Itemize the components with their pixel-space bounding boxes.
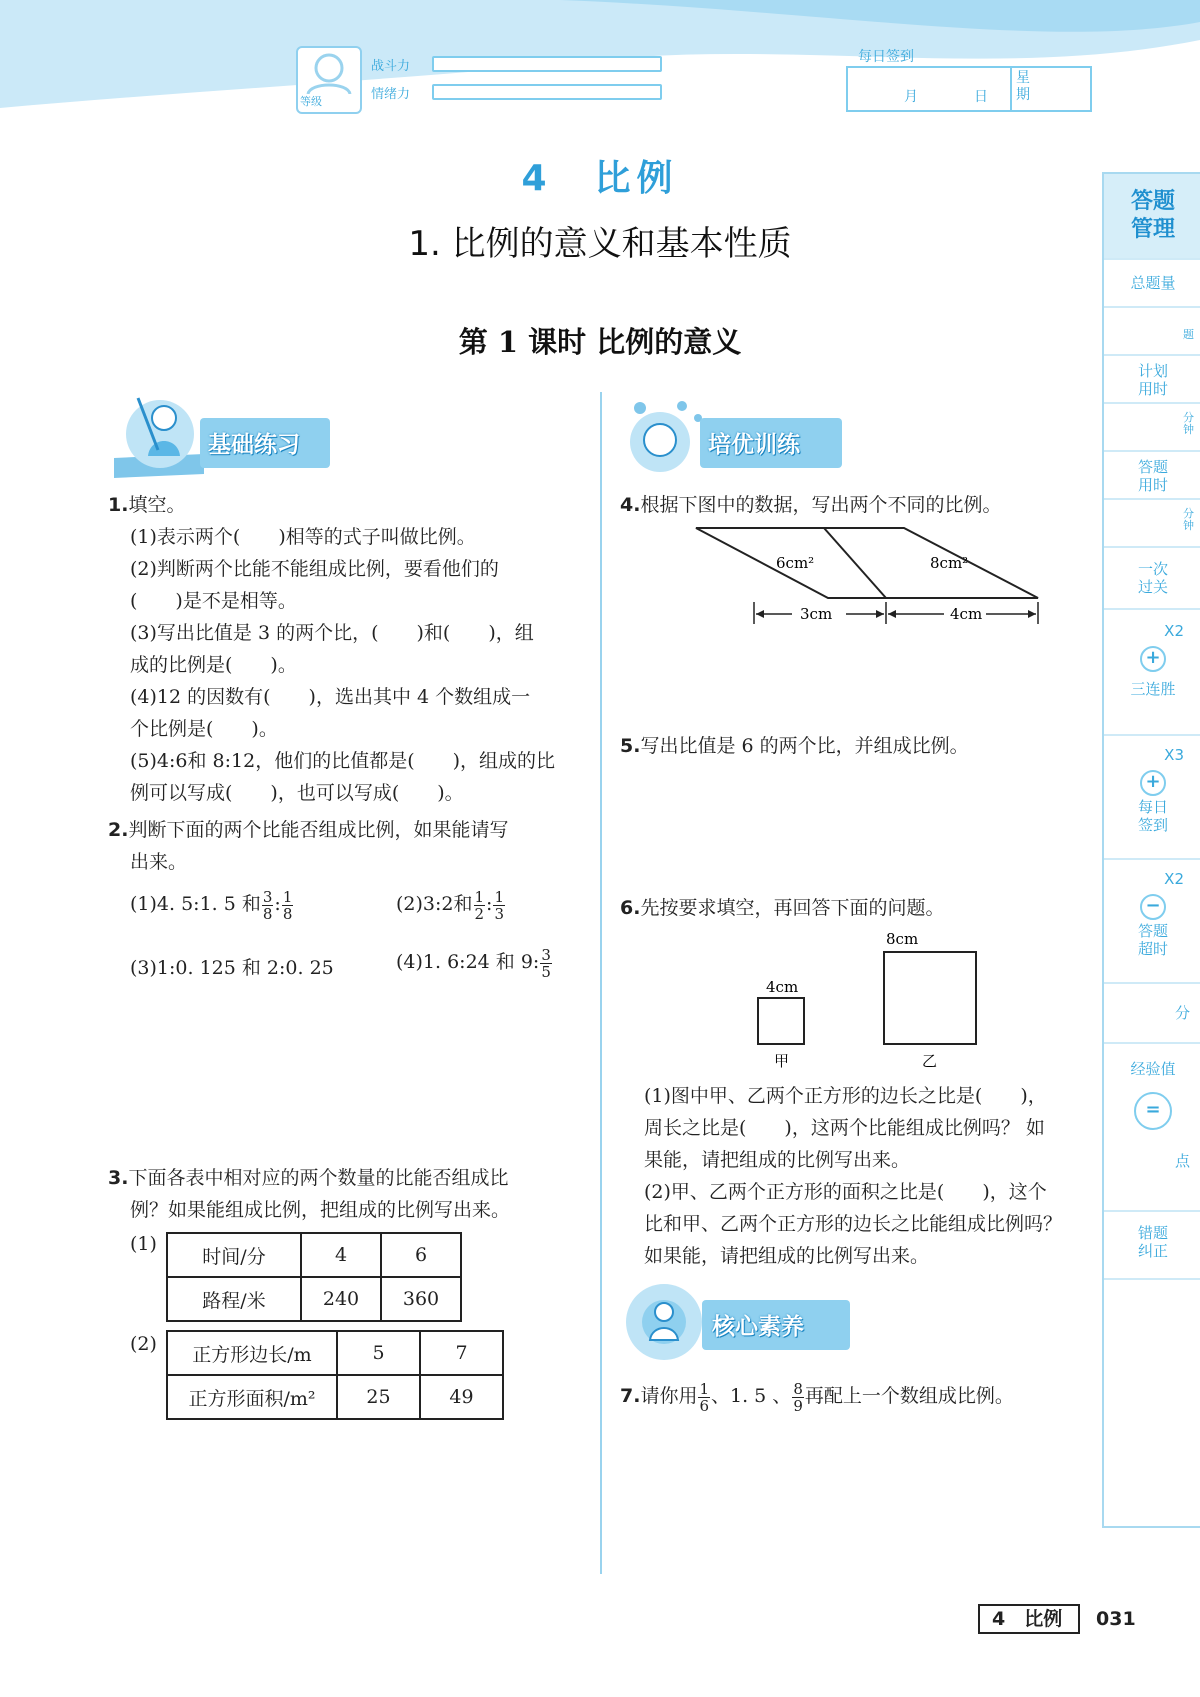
- daily-checkin-box[interactable]: [846, 66, 1092, 112]
- chapter-title: 4 比例: [521, 158, 679, 199]
- q6-line: (1)图中甲、乙两个正方形的边长之比是( )，: [644, 1085, 1047, 1107]
- mood-label: 情绪力: [371, 87, 411, 102]
- table-cell: 4: [301, 1233, 381, 1277]
- time-distance-table: [166, 1232, 462, 1322]
- two-parallelograms-figure: [694, 524, 1044, 630]
- globe-kid-icon: [620, 1278, 710, 1366]
- table-cell: 路程/米: [167, 1277, 301, 1321]
- q1-line: (5)4:6和 8:12，他们的比值都是( )，组成的比: [130, 750, 556, 772]
- q1-line: 例可以写成( )，也可以写成( )。: [130, 782, 464, 804]
- length-2-label: 4cm: [950, 605, 983, 623]
- core-literacy-banner: [620, 1278, 910, 1366]
- q6-line: 周长之比是( )，这两个比能组成比例吗？ 如: [644, 1117, 1045, 1139]
- big-square-side-label: 8cm: [886, 930, 919, 948]
- fraction: $\frac{8}{9}$: [793, 1379, 803, 1415]
- three-win-label: 三连胜: [1130, 680, 1176, 698]
- table-cell: 正方形面积/m²: [167, 1375, 337, 1419]
- question-7-mid: 、1. 5 、: [711, 1385, 792, 1407]
- question-1-text: 填空。: [128, 494, 186, 516]
- question-1-items: [130, 521, 590, 809]
- score-field[interactable]: 分: [1104, 982, 1200, 1044]
- question-5: [620, 730, 969, 762]
- answer-time-label: 答题 用时: [1104, 452, 1200, 500]
- total-questions-field[interactable]: 题: [1104, 308, 1200, 356]
- experience-points-field[interactable]: 点: [1174, 1152, 1190, 1170]
- q1-line: (2)判断两个比能不能组成比例，要看他们的: [130, 558, 499, 580]
- first-pass-label: 一次 过关: [1104, 548, 1200, 610]
- question-1: [108, 489, 185, 521]
- small-square-name: 甲: [774, 1052, 790, 1070]
- fraction: $\frac{1}{2}$: [474, 887, 485, 923]
- combat-label: 战斗力: [371, 59, 411, 74]
- q6-line: 比和甲、乙两个正方形的边长之比能组成比例吗？: [644, 1213, 1063, 1235]
- table-cell: 5: [337, 1331, 420, 1375]
- basic-practice-banner: [110, 396, 394, 480]
- table-cell: 6: [381, 1233, 461, 1277]
- table-row: [167, 1331, 503, 1375]
- question-7-suffix: 再配上一个数组成比例。: [804, 1385, 1014, 1407]
- planned-time-label: 计划 用时: [1104, 356, 1200, 404]
- weekday-label: 星 期: [1016, 70, 1030, 103]
- table-cell: 25: [337, 1375, 420, 1419]
- answer-time-field[interactable]: 分 钟: [1104, 500, 1200, 548]
- q6-line: 果能，请把组成的比例写出来。: [644, 1149, 911, 1171]
- area-2-label: 8cm²: [930, 554, 969, 572]
- overtime-cell: [1104, 858, 1200, 984]
- question-3-line2: 例？如果能组成比例，把组成的比例写出来。: [130, 1199, 511, 1221]
- question-2-line2: 出来。: [130, 851, 188, 873]
- q2-part-3: (3)1:0. 125 和 2:0. 25: [130, 957, 334, 979]
- q2-part-2: [396, 888, 506, 922]
- advanced-training-title: 培优训练: [708, 432, 800, 458]
- q1-line: 个比例是( )。: [130, 718, 278, 740]
- plus-icon: +: [1140, 646, 1166, 672]
- q6-line: 如果能，请把组成的比例写出来。: [644, 1245, 930, 1267]
- error-correction-label: 错题 纠正: [1104, 1210, 1200, 1280]
- q1-line: (3)写出比值是 3 的两个比，( )和( )，组: [130, 622, 534, 644]
- section-title: 1. 比例的意义和基本性质: [408, 224, 792, 264]
- daily-checkin-cell: [1104, 734, 1200, 860]
- q1-line: ( )是不是相等。: [130, 590, 297, 612]
- table-cell: 正方形边长/m: [167, 1331, 337, 1375]
- question-2-line1: 判断下面的两个比能否组成比例，如果能请写: [128, 819, 509, 841]
- day-label: 日: [974, 89, 988, 105]
- fraction: $\frac{3}{8}$: [262, 887, 273, 923]
- small-square-side-label: 4cm: [766, 978, 799, 996]
- footer-chapter-text: 4 比例: [992, 1608, 1063, 1630]
- three-win-cell: [1104, 610, 1200, 736]
- q2-part-4-prefix: (4)1. 6:24 和 9:: [396, 951, 540, 973]
- question-5-text: 写出比值是 6 的两个比，并组成比例。: [640, 735, 969, 757]
- level-label: 等级: [300, 95, 322, 108]
- square-side-area-table: [166, 1330, 504, 1420]
- x3-multiplier: X3: [1164, 746, 1184, 764]
- total-questions-label: 总题量: [1104, 260, 1200, 308]
- table-row: [167, 1233, 461, 1277]
- question-7: [620, 1380, 1014, 1414]
- table-cell: 时间/分: [167, 1233, 301, 1277]
- q1-line: (4)12 的因数有( )，选出其中 4 个数组成一: [130, 686, 531, 708]
- plus-icon: +: [1140, 770, 1166, 796]
- question-7-number: 7.: [620, 1385, 641, 1407]
- question-4-text: 根据下图中的数据，写出两个不同的比例。: [640, 494, 1002, 516]
- question-4-number: 4.: [620, 494, 641, 516]
- equals-icon: =: [1134, 1092, 1172, 1130]
- experience-label: 经验值: [1130, 1060, 1176, 1078]
- experience-cell: [1104, 1044, 1200, 1212]
- table-cell: 49: [420, 1375, 503, 1419]
- two-squares-figure: [752, 928, 992, 1072]
- table-row: [167, 1277, 461, 1321]
- lesson-title: 第 1 课时 比例的意义: [458, 325, 742, 359]
- fraction: $\frac{1}{6}$: [699, 1379, 710, 1415]
- question-3: [108, 1162, 592, 1226]
- table-row: [167, 1375, 503, 1419]
- q2-part-4: [396, 946, 553, 980]
- question-2: [108, 814, 588, 878]
- q1-line: (1)表示两个( )相等的式子叫做比例。: [130, 526, 476, 548]
- q2-part-1-prefix: (1)4. 5:1. 5 和: [130, 893, 261, 915]
- page-number: 031: [1096, 1608, 1136, 1630]
- combat-bar: [432, 56, 662, 72]
- table-cell: 7: [420, 1331, 503, 1375]
- question-6-subquestions: [644, 1080, 1094, 1272]
- q2-part-2-prefix: (2)3:2和: [396, 893, 473, 915]
- panel-header: 答题 管理: [1104, 174, 1200, 260]
- question-6-number: 6.: [620, 897, 641, 919]
- minus-icon: −: [1140, 894, 1166, 920]
- x2-multiplier: X2: [1164, 870, 1184, 888]
- column-divider: [600, 392, 602, 1574]
- question-1-number: 1.: [108, 494, 129, 516]
- fraction: $\frac{1}{3}$: [494, 887, 504, 923]
- big-square-name: 乙: [922, 1052, 938, 1070]
- question-3-line1: 下面各表中相对应的两个数量的比能否组成比: [128, 1167, 509, 1189]
- advanced-training-banner: [620, 396, 910, 480]
- question-7-prefix: 请你用: [640, 1385, 698, 1407]
- question-6: [620, 892, 944, 924]
- question-6-text: 先按要求填空，再回答下面的问题。: [640, 897, 945, 919]
- question-5-number: 5.: [620, 735, 641, 757]
- footer-chapter-label: [978, 1604, 1080, 1634]
- table-1-label: (1): [130, 1233, 157, 1255]
- q6-line: (2)甲、乙两个正方形的面积之比是( )，这个: [644, 1181, 1047, 1203]
- table-2-label: (2): [130, 1333, 157, 1355]
- x2-multiplier: X2: [1164, 622, 1184, 640]
- month-label: 月: [904, 89, 918, 105]
- question-2-number: 2.: [108, 819, 129, 841]
- avatar-icon: [298, 48, 360, 94]
- area-1-label: 6cm²: [776, 554, 815, 572]
- mood-bar: [432, 84, 662, 100]
- q1-line: 成的比例是( )。: [130, 654, 297, 676]
- question-4: [620, 489, 1001, 521]
- daily-checkin-label: 每日签到: [858, 49, 914, 65]
- fraction: $\frac{3}{5}$: [541, 945, 551, 981]
- table-cell: 360: [381, 1277, 461, 1321]
- daily-checkin-panel-label: 每日 签到: [1137, 798, 1168, 834]
- table-cell: 240: [301, 1277, 381, 1321]
- colon: :: [274, 893, 281, 915]
- fraction: $\frac{1}{8}$: [282, 887, 293, 923]
- length-1-label: 3cm: [800, 605, 833, 623]
- colon: :: [486, 893, 493, 915]
- q2-part-1: [130, 888, 294, 922]
- core-literacy-title: 核心素养: [712, 1314, 804, 1340]
- basic-practice-title: 基础练习: [208, 432, 300, 458]
- planned-time-field[interactable]: 分 钟: [1104, 404, 1200, 452]
- answer-management-panel: [1102, 172, 1200, 1528]
- overtime-label: 答题 超时: [1137, 922, 1168, 958]
- question-3-number: 3.: [108, 1167, 129, 1189]
